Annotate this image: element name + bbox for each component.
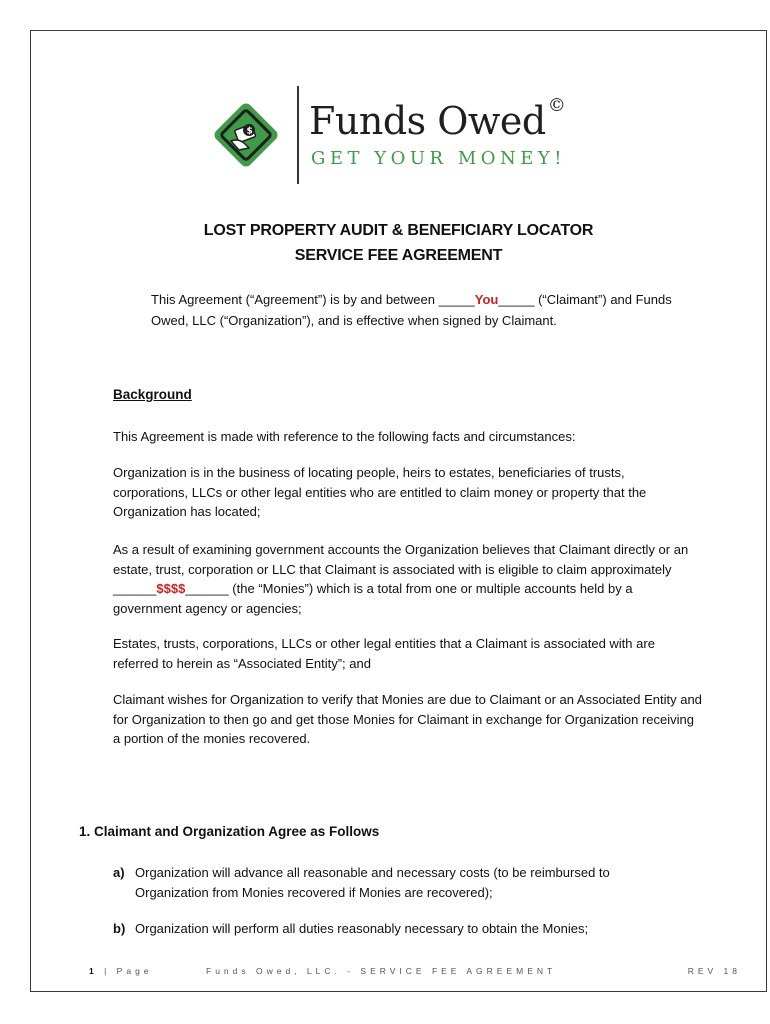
copyright-mark: © (547, 95, 566, 116)
list-item-text: Organization will advance all reasonable and necessary costs (to be reimbursed to Organization from Monies recovered if Monies are recovered); (135, 865, 610, 900)
intro-before: This Agreement (“Agreement”) is by and between _____ (151, 292, 475, 307)
background-paragraph: Estates, trusts, corporations, LLCs or other legal entities that a Claimant is associated with are referred to herein as “Associated Entity”; and (113, 636, 655, 671)
background-paragraph: Organization is in the business of locating people, heirs to estates, beneficiaries of trusts, corporations, LLCs or other legal entities who are entitled to claim money or property that the Organization has located; (113, 465, 647, 519)
document-title-line-1: LOST PROPERTY AUDIT & BENEFICIARY LOCATOR (203, 222, 594, 239)
background-paragraph: Claimant wishes for Organization to verify that Monies are due to Claimant or an Associated Entity and for Organization to then go and get those Monies for Claimant in exchange for Organization receiving a portion of the monies recovered. (113, 692, 702, 746)
page-separator: | (97, 966, 117, 976)
section-1-heading: 1. Claimant and Organization Agree as Follows (79, 824, 380, 839)
list-item (113, 863, 673, 902)
money-diamond-icon (209, 98, 283, 172)
list-item (113, 919, 673, 939)
agreement-intro (151, 289, 711, 331)
claimant-name-field: You (474, 292, 499, 307)
list-item-text: Organization will perform all duties reasonably necessary to obtain the Monies; (135, 921, 589, 936)
page-number-value: 1 (89, 966, 98, 976)
background-paragraph: This Agreement is made with reference to the following facts and circumstances: (113, 429, 576, 444)
document-page (30, 30, 767, 992)
intro-after: _____ (“Claimant”) and Funds Owed, LLC (“Organization”), and is effective when signed by Claimant. (151, 292, 672, 328)
page-number (89, 966, 153, 976)
monies-text-before: As a result of examining government accounts the Organization believes that Claimant directly or an estate, trust, corporation or LLC that Claimant is associated with is eligible to claim approximately ______ (113, 542, 689, 596)
document-title-line-2: SERVICE FEE AGREEMENT (294, 247, 503, 264)
background-paragraph-monies (113, 540, 703, 618)
logo-divider (297, 86, 299, 184)
background-heading: Background (113, 387, 192, 402)
company-logo (209, 86, 609, 221)
page-word: Page (116, 966, 153, 976)
page-footer (89, 966, 741, 980)
logo-wordmark (309, 95, 566, 143)
svg-text:$: $ (246, 126, 253, 137)
monies-amount-field: $$$$ (156, 581, 186, 596)
logo-tagline: GET YOUR MONEY! (311, 148, 567, 169)
footer-title: Funds Owed, LLC. - SERVICE FEE AGREEMENT (206, 966, 557, 976)
list-item-label: b) (113, 921, 126, 936)
monies-text-after: ______ (the “Monies”) which is a total from one or multiple accounts held by a government agency or agencies; (113, 581, 633, 616)
list-item-label: a) (113, 865, 125, 880)
logo-name-text: Funds Owed (309, 99, 546, 143)
footer-revision: REV 18 (687, 966, 741, 976)
